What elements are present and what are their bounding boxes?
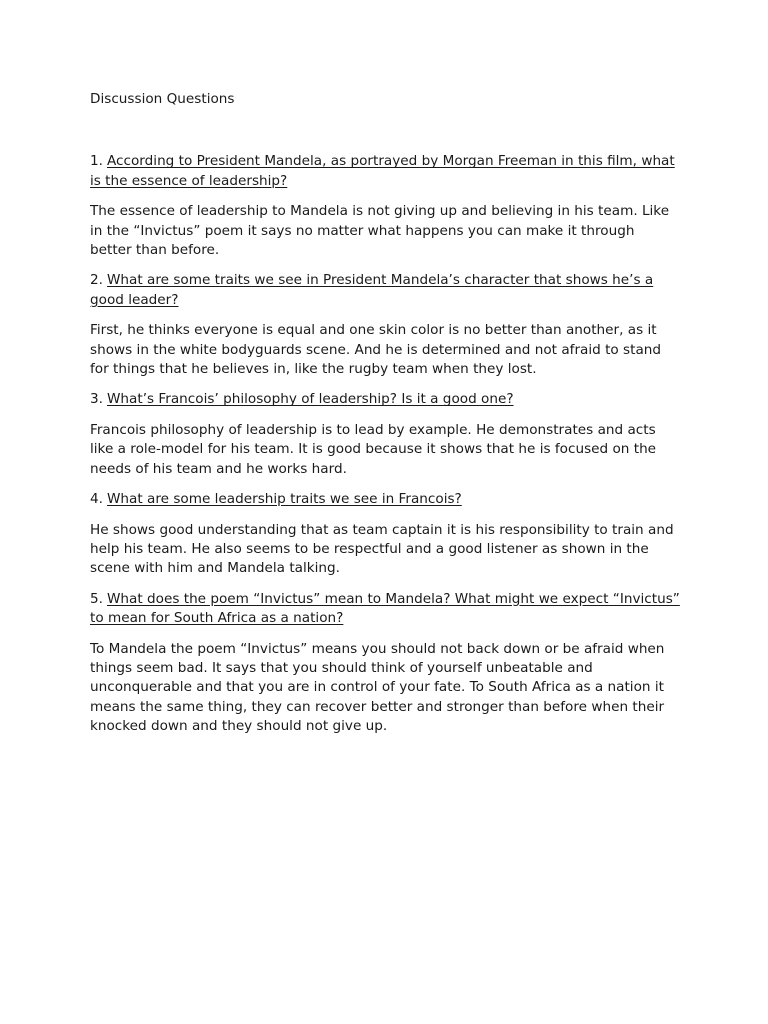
qa-item-3 <box>90 390 680 479</box>
question-3 <box>90 390 680 409</box>
answer-1: The essence of leadership to Mandela is not giving up and believing in his team. Like in the “Invictus” poem it says no matter what happens you can make it through better than before. <box>90 203 670 259</box>
question-1 <box>90 152 680 191</box>
question-text: What are some traits we see in President Mandela’s character that shows he’s a good leader? <box>90 272 654 308</box>
question-4 <box>90 490 680 509</box>
question-text: What does the poem “Invictus” mean to Mandela? What might we expect “Invictus” to mean for South Africa as a nation? <box>90 590 680 627</box>
page-title: Discussion Questions <box>90 91 235 107</box>
document-page <box>90 90 680 748</box>
qa-item-4 <box>90 490 680 579</box>
question-number: 5. <box>90 590 103 607</box>
question-5 <box>90 590 680 629</box>
answer-5: To Mandela the poem “Invictus” means you should not back down or be afraid when things seem bad. It says that you should think of yourself unbeatable and unconquerable and that you are in control of your fate. To South Africa as a nation it means the same thing, they can recover better and stronger than before when their knocked down and they should not give up. <box>90 640 665 735</box>
qa-item-2 <box>90 271 680 379</box>
question-number: 1. <box>90 153 103 170</box>
qa-item-5 <box>90 590 680 737</box>
answer-4: He shows good understanding that as team captain it is his responsibility to train and help his team. He also seems to be respectful and a good listener as shown in the scene with him and Mandela talking. <box>90 521 674 577</box>
question-number: 3. <box>90 391 103 408</box>
answer-2: First, he thinks everyone is equal and one skin color is no better than another, as it shows in the white bodyguards scene. And he is determined and not afraid to stand for things that he believes in, like the rugby team when they lost. <box>90 322 662 378</box>
question-2 <box>90 271 680 310</box>
question-number: 4. <box>90 491 103 508</box>
question-text: According to President Mandela, as portrayed by Morgan Freeman in this film, what is the essence of leadership? <box>90 153 675 189</box>
answer-3: Francois philosophy of leadership is to lead by example. He demonstrates and acts like a role-model for his team. It is good because it shows that he is focused on the needs of his team and he works hard. <box>90 421 657 477</box>
qa-item-1 <box>90 152 680 260</box>
question-text: What’s Francois’ philosophy of leadership? Is it a good one? <box>106 391 514 408</box>
question-text: What are some leadership traits we see in Francois? <box>106 491 462 508</box>
question-number: 2. <box>90 272 103 289</box>
